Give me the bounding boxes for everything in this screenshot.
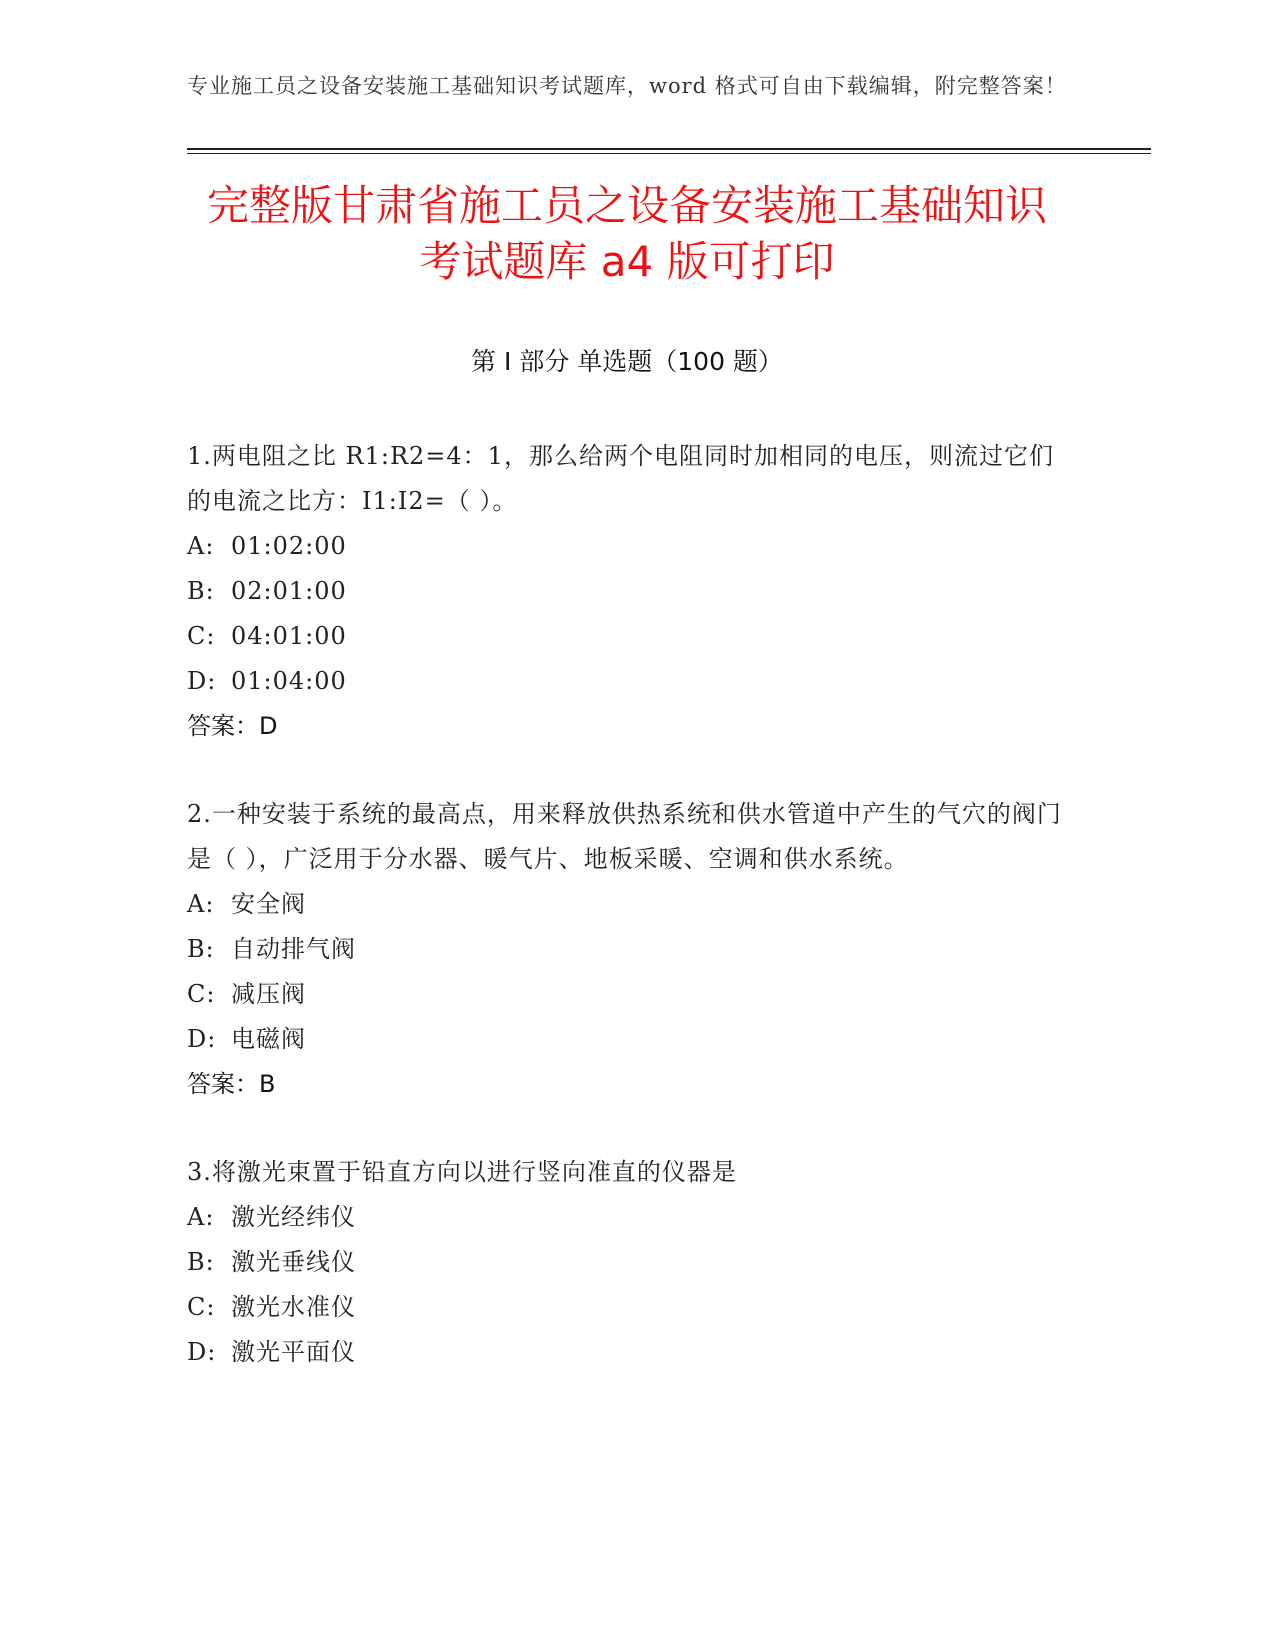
answer-line: 答案：D	[187, 712, 278, 740]
option-key: B:	[187, 577, 215, 605]
option-b	[187, 569, 1087, 614]
option-text: 01:04:00	[231, 667, 347, 695]
option-key: A:	[187, 890, 215, 918]
header-rule-thin	[187, 153, 1151, 154]
option-d	[187, 659, 1087, 704]
option-text: 减压阀	[231, 980, 306, 1008]
option-c	[187, 972, 1087, 1017]
option-key: D:	[187, 1025, 217, 1053]
option-a	[187, 1195, 1087, 1240]
option-d	[187, 1017, 1087, 1062]
option-key: B:	[187, 935, 215, 963]
header-note: 专业施工员之设备安装施工基础知识考试题库，word 格式可自由下载编辑，附完整答案！	[187, 74, 1067, 98]
option-key: C:	[187, 980, 216, 1008]
option-a	[187, 524, 1087, 569]
answer-line: 答案：B	[187, 1070, 276, 1098]
option-a	[187, 882, 1087, 927]
question-1	[187, 434, 1087, 749]
option-c	[187, 1285, 1087, 1330]
option-text: 激光平面仪	[231, 1338, 356, 1366]
option-text: 激光经纬仪	[231, 1203, 356, 1231]
option-b	[187, 1240, 1087, 1285]
section-title: 第 I 部分 单选题（100 题）	[471, 347, 783, 376]
option-text: 激光垂线仪	[231, 1248, 356, 1276]
header-rule-thick	[187, 148, 1151, 150]
option-key: D:	[187, 1338, 217, 1366]
question-stem: 2.一种安装于系统的最高点，用来释放供热系统和供水管道中产生的气穴的阀门是（ ），广泛用于分水器、暖气片、地板采暖、空调和供水系统。	[187, 800, 1062, 873]
option-key: B:	[187, 1248, 215, 1276]
option-text: 02:01:00	[231, 577, 347, 605]
option-d	[187, 1330, 1087, 1375]
document-title: 完整版甘肃省施工员之设备安装施工基础知识考试题库 a4 版可打印	[206, 181, 1047, 286]
question-list	[187, 434, 1087, 1375]
option-text: 01:02:00	[231, 532, 347, 560]
option-key: A:	[187, 532, 215, 560]
option-text: 安全阀	[231, 890, 306, 918]
option-key: A:	[187, 1203, 215, 1231]
option-key: C:	[187, 1293, 216, 1321]
question-2	[187, 792, 1087, 1107]
option-text: 自动排气阀	[231, 935, 356, 963]
option-key: C:	[187, 622, 216, 650]
document-page	[187, 70, 1087, 1418]
question-3	[187, 1150, 1087, 1375]
question-stem: 3.将激光束置于铅直方向以进行竖向准直的仪器是	[187, 1158, 737, 1186]
option-b	[187, 927, 1087, 972]
option-text: 激光水准仪	[231, 1293, 356, 1321]
option-c	[187, 614, 1087, 659]
option-key: D:	[187, 667, 217, 695]
option-text: 04:01:00	[231, 622, 347, 650]
option-text: 电磁阀	[231, 1025, 306, 1053]
question-stem: 1.两电阻之比 R1:R2=4：1，那么给两个电阻同时加相同的电压，则流过它们的电流之比方：I1:I2=（ ）。	[187, 442, 1054, 515]
